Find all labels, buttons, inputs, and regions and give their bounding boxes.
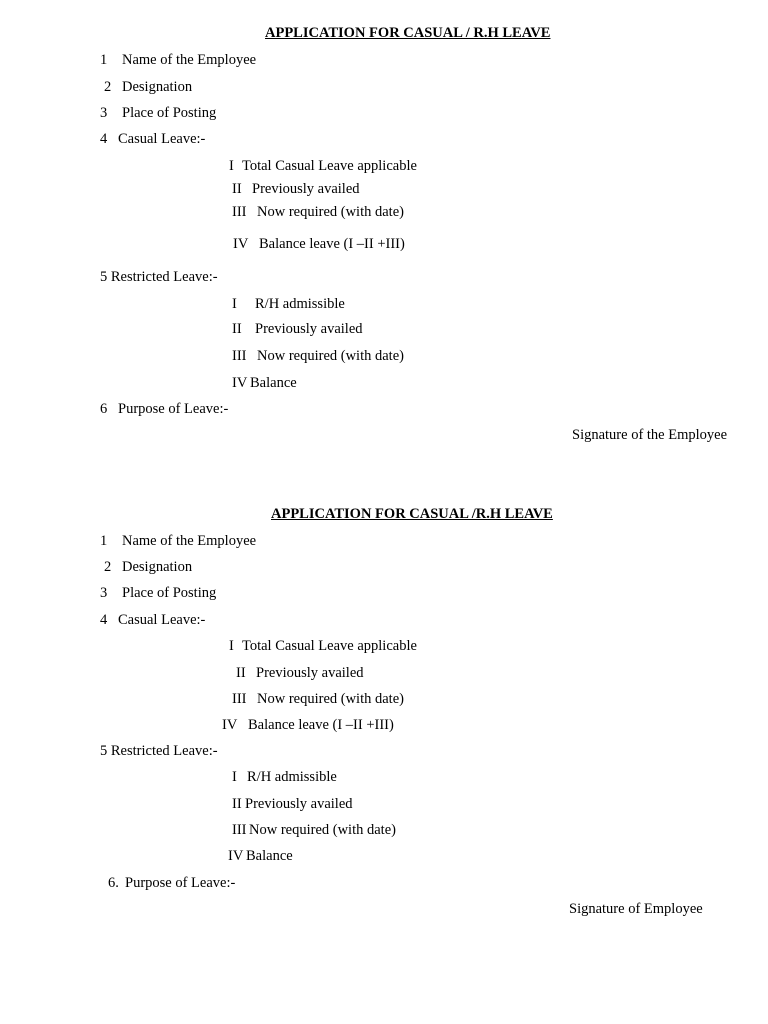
item-label: Purpose of Leave:-: [125, 875, 236, 891]
casual-sub-item: [232, 204, 404, 221]
item-label: Place of Posting: [122, 105, 217, 121]
item-label: Name of the Employee: [122, 52, 257, 68]
sub-item-label: Previously availed: [256, 665, 364, 681]
item-number: 4: [100, 612, 108, 628]
restricted-sub-item: [232, 796, 353, 813]
item-number: 3: [100, 105, 108, 121]
sub-item-number: II: [232, 796, 242, 812]
item-number: 6: [100, 401, 108, 417]
sub-item-number: IV: [222, 717, 238, 733]
item-label: Purpose of Leave:-: [118, 401, 229, 417]
sub-item-label: Balance leave (I –II +III): [248, 717, 394, 733]
sub-item-label: Total Casual Leave applicable: [242, 158, 417, 174]
item-number: 2: [104, 559, 112, 575]
sub-item-label: Previously availed: [245, 796, 353, 812]
signature-label: Signature of the Employee: [572, 427, 728, 443]
sub-item-label: R/H admissible: [247, 769, 337, 785]
sub-item-label: Previously availed: [252, 181, 360, 197]
item-label: Place of Posting: [122, 585, 217, 601]
sub-item-label: Balance: [246, 848, 293, 864]
item-designation: [104, 559, 192, 576]
restricted-sub-item: [232, 375, 297, 392]
item-designation: [104, 79, 192, 96]
item-label: Casual Leave:-: [118, 612, 206, 628]
signature-label: Signature of Employee: [569, 901, 703, 917]
item-casual-leave: [100, 131, 205, 148]
restricted-sub-item: [232, 348, 404, 365]
restricted-sub-item: [232, 296, 345, 313]
sub-item-number: I: [229, 158, 234, 174]
item-number: 1: [100, 52, 108, 68]
item-purpose-of-leave: [100, 401, 228, 418]
form-title: APPLICATION FOR CASUAL / R.H LEAVE: [265, 25, 551, 41]
sub-item-label: Now required (with date): [249, 822, 396, 838]
form-title: APPLICATION FOR CASUAL /R.H LEAVE: [271, 506, 553, 522]
sub-item-number: I: [229, 638, 234, 654]
casual-sub-item: [229, 638, 417, 655]
sub-item-label: Balance leave (I –II +III): [259, 236, 405, 252]
casual-sub-item: [229, 158, 417, 175]
sub-item-number: III: [232, 348, 247, 364]
item-employee-name: [100, 533, 256, 550]
item-label: Designation: [122, 79, 193, 95]
restricted-leave-heading: 5 Restricted Leave:-: [100, 269, 218, 285]
sub-item-label: Total Casual Leave applicable: [242, 638, 417, 654]
sub-item-label: Now required (with date): [257, 204, 404, 220]
casual-sub-item: [232, 691, 404, 708]
sub-item-label: R/H admissible: [255, 296, 345, 312]
restricted-sub-item: [232, 321, 363, 338]
sub-item-number: IV: [228, 848, 244, 864]
sub-item-number: I: [232, 296, 237, 312]
item-employee-name: [100, 52, 256, 69]
restricted-sub-item: [232, 769, 337, 786]
restricted-leave-heading: 5 Restricted Leave:-: [100, 743, 218, 759]
casual-sub-item: [222, 717, 394, 734]
sub-item-number: I: [232, 769, 237, 785]
item-number: 3: [100, 585, 108, 601]
casual-sub-item: [232, 181, 360, 198]
item-number: 2: [104, 79, 112, 95]
casual-sub-item: [233, 236, 405, 253]
sub-item-number: IV: [233, 236, 249, 252]
casual-sub-item: [236, 665, 364, 682]
sub-item-number: II: [232, 181, 242, 197]
item-place-of-posting: [100, 105, 216, 122]
item-label: Name of the Employee: [122, 533, 257, 549]
item-number: 6.: [108, 875, 119, 891]
item-label: Designation: [122, 559, 193, 575]
item-number: 1: [100, 533, 108, 549]
sub-item-number: III: [232, 822, 247, 838]
restricted-sub-item: [232, 822, 396, 839]
sub-item-label: Now required (with date): [257, 691, 404, 707]
item-purpose-of-leave: [108, 875, 235, 892]
item-place-of-posting: [100, 585, 216, 602]
sub-item-number: III: [232, 204, 247, 220]
sub-item-number: IV: [232, 375, 248, 391]
sub-item-label: Previously availed: [255, 321, 363, 337]
sub-item-label: Balance: [250, 375, 297, 391]
sub-item-number: II: [232, 321, 242, 337]
sub-item-label: Now required (with date): [257, 348, 404, 364]
sub-item-number: II: [236, 665, 246, 681]
sub-item-number: III: [232, 691, 247, 707]
item-number: 4: [100, 131, 108, 147]
item-label: Casual Leave:-: [118, 131, 206, 147]
item-casual-leave: [100, 612, 205, 629]
restricted-sub-item: [228, 848, 293, 865]
